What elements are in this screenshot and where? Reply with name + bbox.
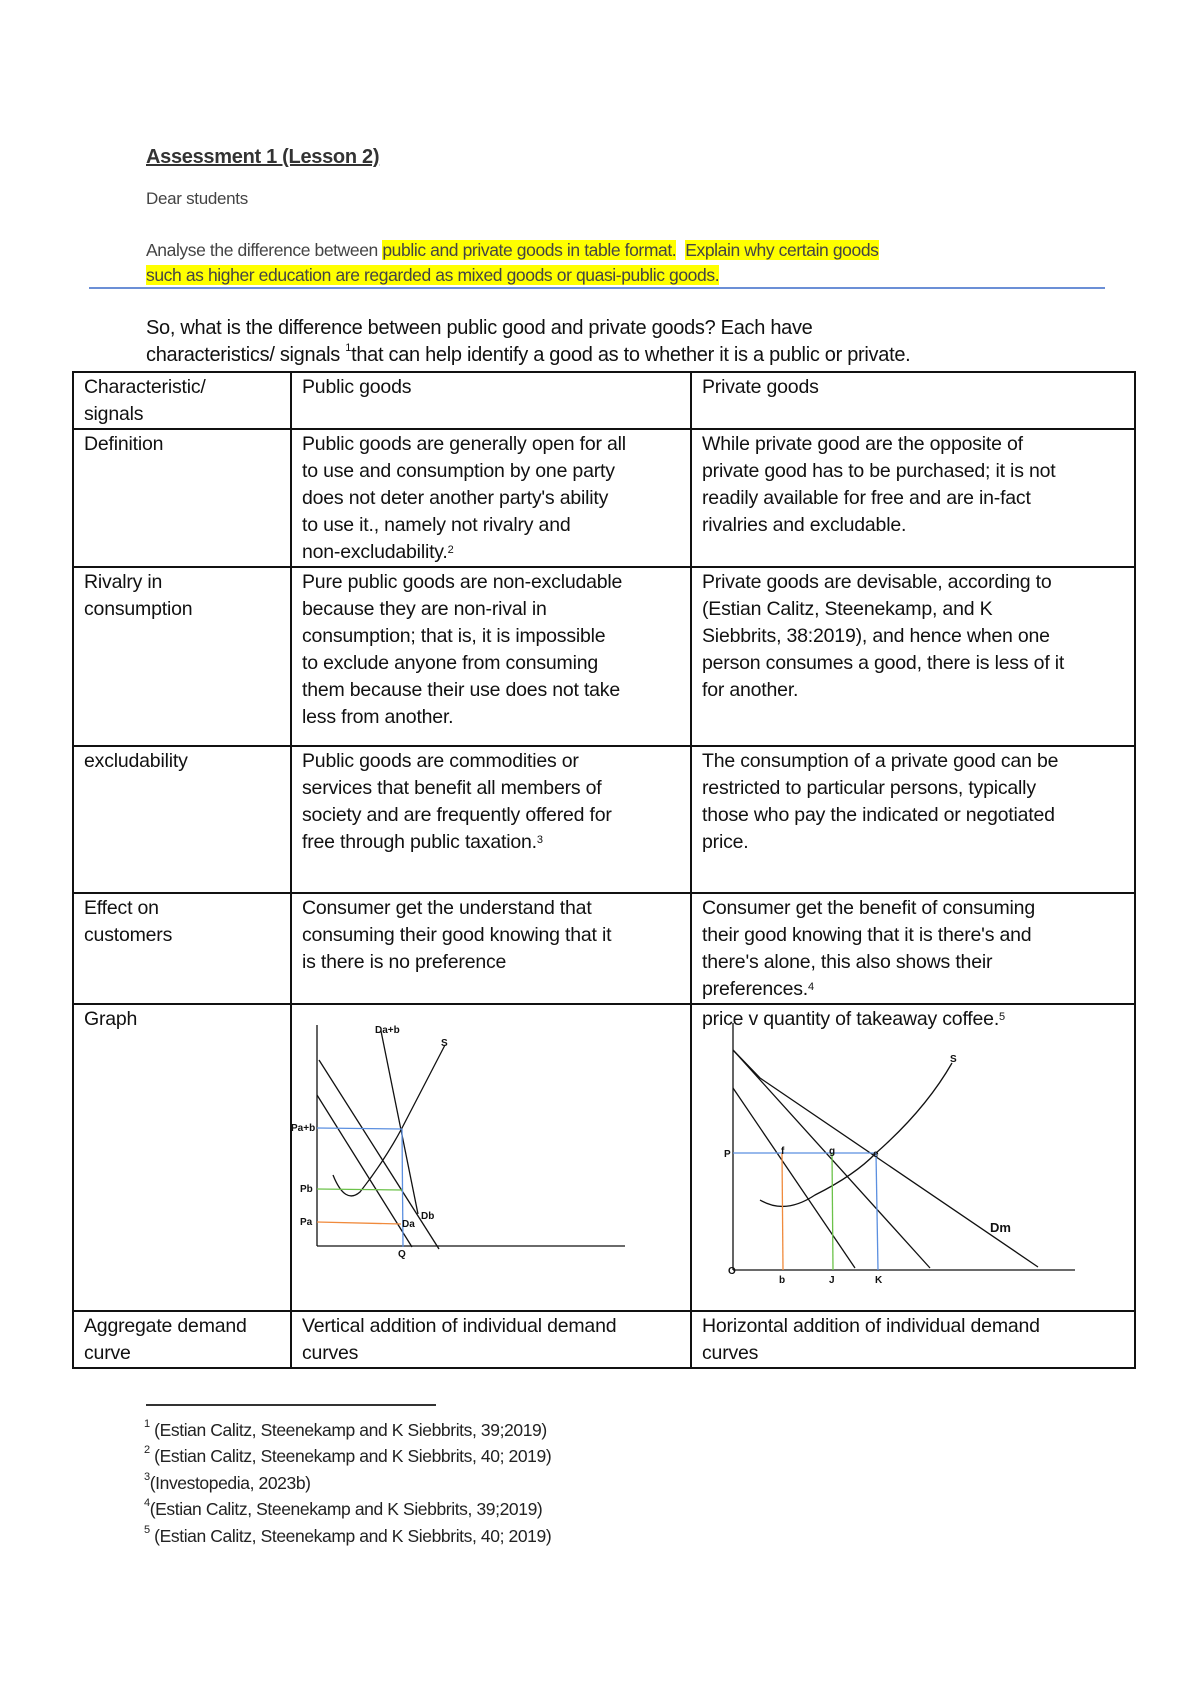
- cell-text-line: to use and consumption by one party: [302, 460, 615, 482]
- label-dsum: Da+b: [375, 1025, 400, 1036]
- cell-text-line: Siebbrits, 38:2019), and hence when one: [702, 625, 1050, 647]
- table-cell: [691, 372, 1135, 429]
- footnote-number: 3: [144, 1471, 150, 1483]
- label-j: J: [829, 1275, 835, 1286]
- table-cell: [291, 372, 691, 429]
- greeting: Dear students: [146, 189, 248, 208]
- footnote-5: [144, 1526, 551, 1547]
- footnote-2: [144, 1446, 551, 1467]
- label-p-sum: Pa+b: [291, 1123, 316, 1134]
- cell-text-line: rivalries and excludable.: [702, 514, 907, 536]
- table-cell: [73, 1004, 291, 1311]
- cell-text-line: Consumer get the benefit of consuming: [702, 897, 1035, 919]
- label-pa: Pa: [300, 1217, 313, 1228]
- cell-text-line: non-excludability.: [302, 541, 448, 563]
- intro-text: that can help identify a good as to whether it is a public or private.: [351, 344, 911, 366]
- table-row-excludability: [73, 746, 1135, 893]
- footnote-ref[interactable]: 5: [999, 1011, 1005, 1023]
- table-cell: [73, 429, 291, 567]
- table-cell: [691, 567, 1135, 746]
- cell-text-line: Public goods are commodities or: [302, 750, 579, 772]
- table-row-graph: [73, 1004, 1135, 1311]
- table-cell: [291, 893, 691, 1004]
- footnote-number: 4: [144, 1497, 150, 1509]
- cell-text-line: to use it., namely not rivalry and: [302, 514, 571, 536]
- footnote-3: [144, 1473, 311, 1494]
- cell-text-line: excludability: [84, 750, 188, 772]
- cell-text-line: Consumer get the understand that: [302, 897, 592, 919]
- cell-text-line: Private goods are devisable, according to: [702, 571, 1052, 593]
- footnote-text: (Estian Calitz, Steenekamp and K Siebbrits, 39;2019): [149, 1499, 543, 1519]
- cell-text-line: Pure public goods are non-excludable: [302, 571, 623, 593]
- label-g: g: [829, 1146, 836, 1157]
- cell-text-line: Private goods: [702, 376, 819, 398]
- intro-text: characteristics/ signals: [146, 344, 346, 366]
- table-cell: [691, 1311, 1135, 1368]
- cell-text-line: price.: [702, 831, 749, 853]
- label-s: S: [950, 1054, 957, 1065]
- cell-text-line: person consumes a good, there is less of it: [702, 652, 1065, 674]
- footnote-number: 2: [144, 1444, 150, 1456]
- cell-text-line: consumption; that is, it is impossible: [302, 625, 606, 647]
- footnote-4: [144, 1499, 542, 1520]
- cell-text-line: their good knowing that it is there's and: [702, 924, 1032, 946]
- instruction-text: Analyse the difference between: [146, 240, 383, 260]
- divider-line: [89, 287, 1105, 289]
- table-cell: [73, 1311, 291, 1368]
- instruction-line-1: [146, 240, 879, 261]
- cell-text-line: to exclude anyone from consuming: [302, 652, 599, 674]
- footnote-ref[interactable]: 3: [536, 834, 543, 846]
- cell-text-line: Rivalry in: [84, 571, 163, 593]
- cell-text-line: Graph: [84, 1008, 138, 1030]
- table-cell: [73, 746, 291, 893]
- cell-text-line: Characteristic/: [84, 376, 206, 398]
- document-title: Assessment 1 (Lesson 2): [146, 146, 380, 168]
- cell-text-line: does not deter another party's ability: [302, 487, 609, 509]
- table-row-aggregate: [73, 1311, 1135, 1368]
- cell-text-line: consumption: [84, 598, 193, 620]
- cell-text-line: private good has to be purchased; it is not: [702, 460, 1056, 482]
- label-b: b: [779, 1275, 786, 1286]
- table-row-header: [73, 372, 1135, 429]
- cell-text-line: those who pay the indicated or negotiated: [702, 804, 1055, 826]
- footnote-text: (Estian Calitz, Steenekamp and K Siebbrits, 40; 2019): [149, 1526, 552, 1546]
- instruction-highlight-1: public and private goods in table format.: [382, 240, 677, 260]
- cell-text-line: curve: [84, 1342, 131, 1364]
- cell-text-line: less from another.: [302, 706, 454, 728]
- table-cell: [691, 746, 1135, 893]
- table-cell: [691, 429, 1135, 567]
- cell-text-line: Vertical addition of individual demand: [302, 1315, 617, 1337]
- table-cell: [291, 1311, 691, 1368]
- cell-text-line: for another.: [702, 679, 799, 701]
- table-row-effect: [73, 893, 1135, 1004]
- label-e: e: [873, 1149, 879, 1160]
- cell-text-line: is there is no preference: [302, 951, 507, 973]
- intro-line-1: So, what is the difference between public good and private goods? Each have: [146, 317, 813, 339]
- cell-text-line: price v quantity of takeaway coffee.: [702, 1008, 1000, 1030]
- footnote-ref[interactable]: 2: [447, 544, 454, 556]
- footnote-separator: [146, 1404, 436, 1406]
- cell-text-line: services that benefit all members of: [302, 777, 602, 799]
- cell-text-line: restricted to particular persons, typically: [702, 777, 1036, 799]
- cell-text-line: consuming their good knowing that it: [302, 924, 612, 946]
- table-cell: [291, 1004, 691, 1311]
- footnote-1: [144, 1420, 547, 1441]
- cell-text-line: Public goods: [302, 376, 412, 398]
- label-db: Db: [421, 1211, 435, 1222]
- table-cell: [291, 567, 691, 746]
- table-cell: [291, 746, 691, 893]
- footnote-text: (Estian Calitz, Steenekamp and K Siebbrits, 40; 2019): [149, 1446, 552, 1466]
- label-f: f: [781, 1146, 785, 1157]
- cell-text-line: Horizontal addition of individual demand: [702, 1315, 1040, 1337]
- table-cell: [73, 893, 291, 1004]
- instruction-highlight-2: Explain why certain goods: [685, 240, 879, 260]
- label-da: Da: [402, 1219, 415, 1230]
- cell-text-line: society and are frequently offered for: [302, 804, 612, 826]
- cell-text-line: While private good are the opposite of: [702, 433, 1023, 455]
- cell-text-line: curves: [302, 1342, 359, 1364]
- footnote-text: (Estian Calitz, Steenekamp and K Siebbrits, 39;2019): [149, 1420, 547, 1440]
- label-dsum: Dm: [990, 1220, 1011, 1235]
- table-cell: [73, 372, 291, 429]
- table-cell: [73, 567, 291, 746]
- cell-text-line: preferences.: [702, 978, 808, 1000]
- instruction-highlight-3: such as higher education are regarded as mixed goods or quasi-public goods.: [146, 265, 720, 285]
- instruction-line-2: [146, 265, 719, 286]
- intro-line-2: [146, 344, 910, 367]
- cell-text-line: readily available for free and are in-fact: [702, 487, 1031, 509]
- cell-text-line: them because their use does not take: [302, 679, 621, 701]
- cell-text-line: The consumption of a private good can be: [702, 750, 1059, 772]
- footnote-ref[interactable]: 4: [808, 981, 814, 993]
- cell-text-line: because they are non-rival in: [302, 598, 547, 620]
- table-cell: [691, 893, 1135, 1004]
- cell-text-line: Aggregate demand: [84, 1315, 247, 1337]
- comparison-table: [72, 371, 1136, 1369]
- cell-text-line: (Estian Calitz, Steenekamp, and K: [702, 598, 993, 620]
- label-s: S: [441, 1038, 448, 1049]
- label-o: O: [728, 1266, 736, 1277]
- cell-text-line: there's alone, this also shows their: [702, 951, 993, 973]
- cell-text-line: Public goods are generally open for all: [302, 433, 626, 455]
- footnote-number: 1: [144, 1418, 150, 1430]
- table-cell: [691, 1004, 1135, 1311]
- cell-text-line: curves: [702, 1342, 759, 1364]
- table-row-definition: [73, 429, 1135, 567]
- label-p: P: [724, 1149, 731, 1160]
- footnote-ref[interactable]: 1: [345, 342, 352, 354]
- cell-text-line: Definition: [84, 433, 164, 455]
- footnote-text: (Investopedia, 2023b): [149, 1473, 311, 1493]
- cell-text-line: signals: [84, 403, 144, 425]
- table-row-rivalry: [73, 567, 1135, 746]
- table-cell: [291, 429, 691, 567]
- label-k: K: [875, 1275, 883, 1286]
- footnote-number: 5: [144, 1524, 150, 1536]
- label-pb: Pb: [300, 1184, 313, 1195]
- cell-text-line: Effect on: [84, 897, 159, 919]
- cell-text-line: free through public taxation.: [302, 831, 537, 853]
- label-q: Q: [398, 1249, 406, 1260]
- cell-text-line: customers: [84, 924, 173, 946]
